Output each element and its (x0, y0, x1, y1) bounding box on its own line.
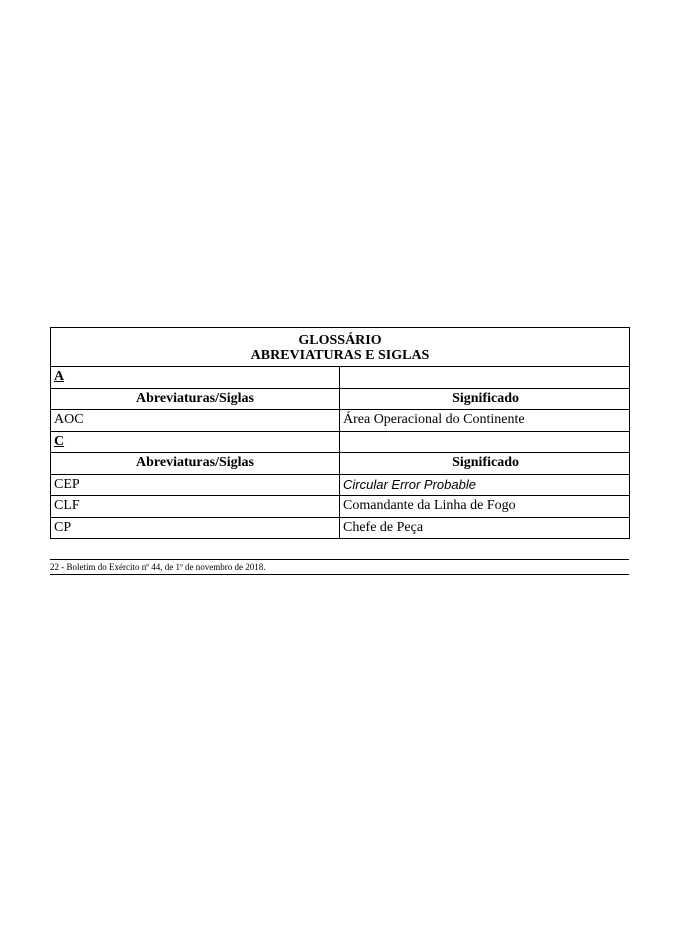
meaning-cell: Chefe de Peça (340, 517, 630, 539)
empty-cell (340, 431, 630, 453)
table-row (51, 410, 630, 432)
table-row (51, 474, 630, 496)
abbr-cell: CLF (51, 496, 340, 518)
table-row (51, 517, 630, 539)
table-row (51, 496, 630, 518)
section-letter-row (51, 367, 630, 389)
column-header-abbr: Abreviaturas/Siglas (51, 453, 340, 475)
section-letter: A (51, 367, 340, 389)
glossary-title: GLOSSÁRIO (298, 333, 382, 348)
column-header-row (51, 388, 630, 410)
empty-cell (340, 367, 630, 389)
glossary-title-cell (51, 328, 630, 367)
column-header-meaning: Significado (340, 388, 630, 410)
abbr-cell: CP (51, 517, 340, 539)
meaning-cell: Área Operacional do Continente (340, 410, 630, 432)
page-footer: 22 - Boletim do Exército nº 44, de 1º de novembro de 2018. (50, 562, 266, 572)
glossary-table (50, 327, 630, 539)
meaning-cell: Comandante da Linha de Fogo (340, 496, 630, 518)
section-letter-row (51, 431, 630, 453)
column-header-meaning: Significado (340, 453, 630, 475)
glossary-title-row (51, 328, 630, 367)
meaning-cell: Circular Error Probable (340, 474, 630, 496)
abbr-cell: AOC (51, 410, 340, 432)
footer-rule-bottom (50, 574, 629, 575)
section-letter: C (51, 431, 340, 453)
abbr-cell: CEP (51, 474, 340, 496)
footer-rule-top (50, 559, 629, 560)
column-header-abbr: Abreviaturas/Siglas (51, 388, 340, 410)
glossary-subtitle: ABREVIATURAS E SIGLAS (250, 348, 430, 363)
column-header-row (51, 453, 630, 475)
